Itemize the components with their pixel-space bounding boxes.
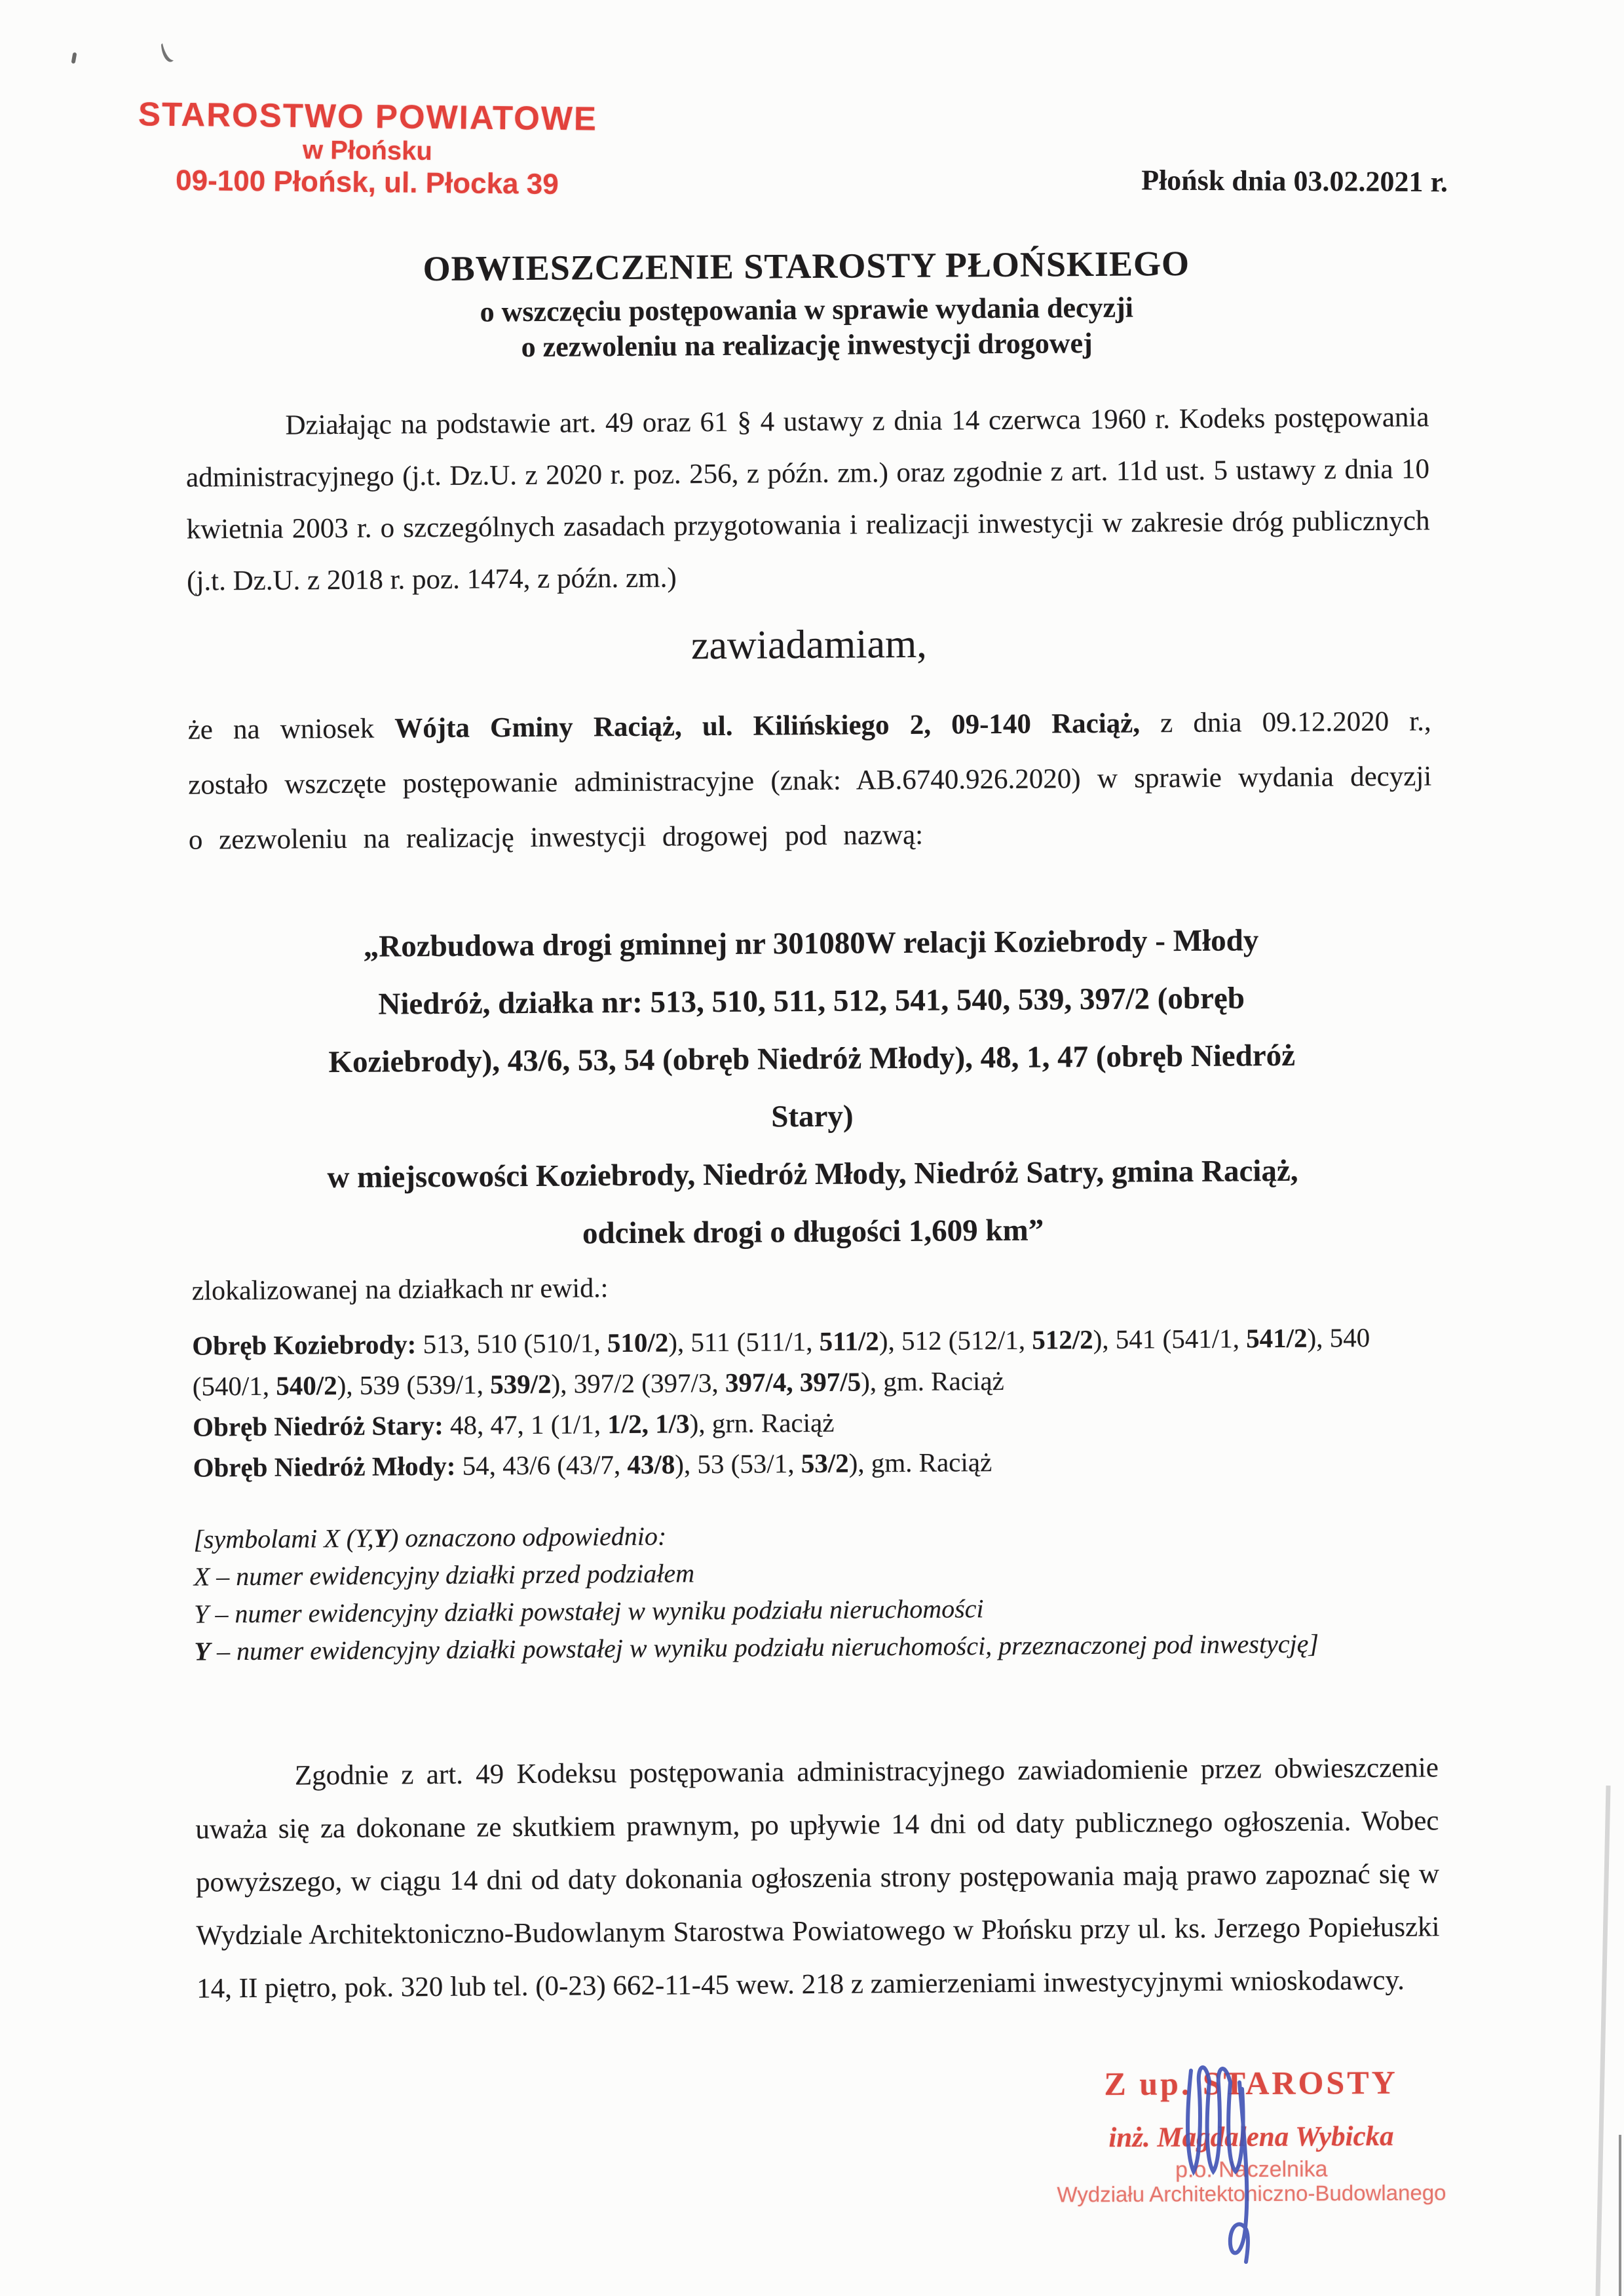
date-line: Płońsk dnia 03.02.2021 r. <box>1141 164 1448 199</box>
plot-line-niedroz-mlody: Obręb Niedróż Młody: 54, 43/6 (43/7, 43/8), 53 (53/1, 53/2), gm. Raciąż <box>193 1447 992 1483</box>
project-name-line: Koziebrody), 43/6, 53, 54 (obręb Niedróż Młody), 48, 1, 47 (obręb Niedróż <box>328 1038 1296 1080</box>
project-name <box>189 910 1435 1265</box>
project-name-line: Stary) <box>771 1099 854 1134</box>
signature-name: inż. Magdalena Wybicka <box>1108 2120 1394 2154</box>
signature-department: Wydziału Architektoniczno-Budowlanego <box>1057 2180 1446 2207</box>
paragraph-legal-basis: Działając na podstawie art. 49 oraz 61 § 4 ustawy z dnia 14 czerwca 1960 r. Kodeks postępowania administracyjnego (j.t. Dz.U. z 2020 r. poz. 256, z późn. zm.) oraz zgodnie z art. 11d ust. 5 ustawy z dnia 10 kwietnia 2003 r. o szczególnych zasadach przygotowania i realizacji inwestycji w zakresie dróg publicznych (j.t. Dz.U. z 2018 r. poz. 1474, z późn. zm.) <box>185 402 1430 597</box>
plots-intro: zlokalizowanej na działkach nr ewid.: <box>191 1273 609 1307</box>
paragraph-closing: Zgodnie z art. 49 Kodeksu postępowania administracyjnego zawiadomienie przez obwieszczenie uważa się za dokonane ze skutkiem prawnym, po upływie 14 dni od daty publicznego ogłoszenia. Wobec powyższego, w ciągu 14 dni od daty dokonania ogłoszenia strony postępowania mają prawo zapoznać się w Wydziale Architektoniczno-Budowlanym Starostwa Powiatowego w Płońsku przy ul. ks. Jerzego Popiełuszki 14, II piętro, pok. 320 lub tel. (0-23) 662-11-45 wew. 218 z zamierzeniami inwestycyjnymi wnioskodawcy. <box>195 1752 1440 2004</box>
signature-position: p.o. Naczelnika <box>1175 2156 1328 2183</box>
notify-word: zawiadamiam, <box>690 621 927 668</box>
signature-ink <box>1188 2067 1248 2262</box>
legend-line: X – numer ewidencyjny działki przed podziałem <box>193 1558 695 1592</box>
project-name-line: Niedróż, działka nr: 513, 510, 511, 512, 541, 540, 539, 397/2 (obręb <box>378 981 1245 1022</box>
legend-line: Y – numer ewidencyjny działki powstałej w wyniku podziału nieruchomości <box>194 1594 984 1629</box>
legend-line: Y – numer ewidencyjny działki powstałej w wyniku podziału nieruchomości, przeznaczonej pod inwestycję] <box>194 1628 1319 1666</box>
document-title: OBWIESZCZENIE STAROSTY PŁOŃSKIEGO <box>423 243 1190 289</box>
document-subtitle-1: o wszczęciu postępowania w sprawie wydania decyzji <box>480 291 1134 328</box>
signature-authority: Z up. STAROSTY <box>1104 2063 1398 2103</box>
plot-line-niedroz-stary: Obręb Niedróż Stary: 48, 47, 1 (1/1, 1/2, 1/3), grn. Raciąż <box>193 1407 835 1442</box>
stamp-office-city: w Płońsku <box>302 135 433 166</box>
legend-line: [symbolami X (Y,Y) oznaczono odpowiednio: <box>193 1521 667 1554</box>
project-length-line: odcinek drogi o długości 1,609 km” <box>582 1213 1044 1251</box>
handwritten-signature <box>1171 2042 1286 2278</box>
stamp-office-address: 09-100 Płońsk, ul. Płocka 39 <box>175 164 559 201</box>
project-name-line: „Rozbudowa drogi gminnej nr 301080W relacji Koziebrody - Młody <box>363 923 1259 964</box>
stamp-office-name: STAROSTWO POWIATOWE <box>138 95 598 138</box>
project-location-line: w miejscowości Koziebrody, Niedróż Młody, Niedróż Satry, gmina Raciąż, <box>327 1153 1298 1195</box>
document-subtitle-2: o zezwoleniu na realizację inwestycji drogowej <box>521 326 1093 364</box>
symbols-legend <box>193 1512 1479 1670</box>
paragraph-application: że na wniosek Wójta Gminy Raciąż, ul. Kilińskiego 2, 09-140 Raciąż, z dnia 09.12.2020 r., zostało wszczęte postępowanie administracyjne (znak: AB.6740.926.2020) w sprawie wydania decyzji o zezwoleniu na realizację inwestycji drogowej pod nazwą: <box>187 706 1432 856</box>
plot-line-koziebrody: Obręb Koziebrody: 513, 510 (510/1, 510/2), 511 (511/1, 511/2), 512 (512/1, 512/2), 541 (541/1, 541/2), 540 (540/1, 540/2), 539 (539/1, 539/2), 397/2 (397/3, 397/4, 397/5), gm. Raciąż <box>192 1322 1370 1402</box>
plot-list <box>192 1316 1437 1487</box>
